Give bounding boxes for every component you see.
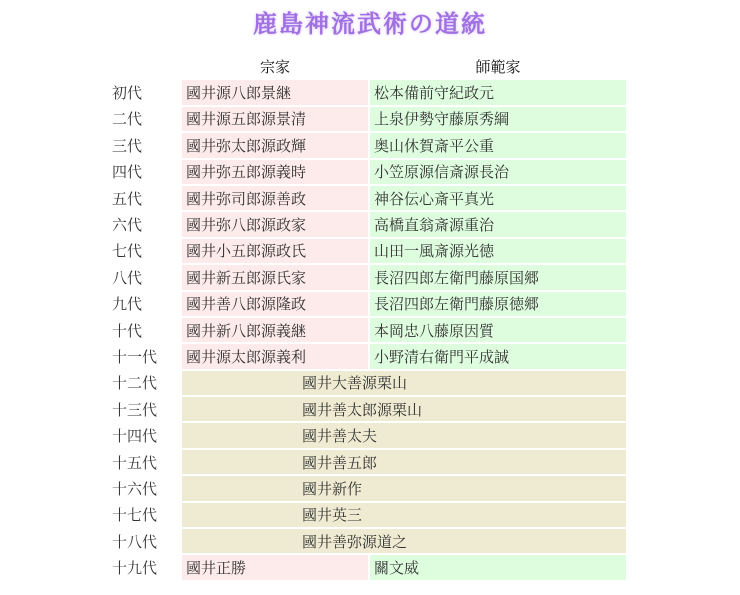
soke-cell: 國井源五郎源景清 <box>182 107 368 131</box>
soke-cell: 國井弥司郎源善政 <box>182 186 368 210</box>
shihanke-cell: 高橋直翁斎源重治 <box>370 212 626 236</box>
shihanke-cell: 關文威 <box>370 555 626 579</box>
generation-cell: 三代 <box>112 136 143 155</box>
soke-cell: 國井小五郎源政氏 <box>182 239 368 263</box>
table-row <box>110 265 626 289</box>
generation-cell: 五代 <box>112 189 143 208</box>
generation-cell: 四代 <box>112 163 143 182</box>
generation-cell: 六代 <box>112 216 143 235</box>
generation-cell: 十一代 <box>112 347 158 366</box>
generation-cell: 九代 <box>112 295 143 314</box>
table-row <box>110 133 626 157</box>
generation-cell: 十代 <box>112 321 143 340</box>
table-row <box>110 450 626 474</box>
generation-cell: 八代 <box>112 268 143 287</box>
page-title: 鹿島神流武術の道統 <box>253 9 487 38</box>
soke-cell: 國井弥太郎源政輝 <box>182 133 368 157</box>
soke-cell: 國井弥五郎源義時 <box>182 160 368 184</box>
generation-cell: 十九代 <box>112 559 158 578</box>
soke-cell: 國井源八郎景継 <box>182 80 368 104</box>
generation-cell: 十三代 <box>112 400 158 419</box>
header-row <box>110 54 626 78</box>
shihanke-cell: 小笠原源信斎源長治 <box>370 160 626 184</box>
shihanke-cell: 長沼四郎左衛門藤原国郷 <box>370 265 626 289</box>
shihanke-cell: 神谷伝心斎平真光 <box>370 186 626 210</box>
generation-cell: 十八代 <box>112 532 158 551</box>
shihanke-cell: 小野清右衛門平成誠 <box>370 344 626 368</box>
shihanke-cell: 長沼四郎左衛門藤原徳郷 <box>370 292 626 316</box>
generation-cell: 二代 <box>112 110 143 129</box>
table-row <box>110 397 626 421</box>
soke-cell: 國井善八郎源隆政 <box>182 292 368 316</box>
soke-cell: 國井弥八郎源政家 <box>182 212 368 236</box>
shihanke-cell: 本岡忠八藤原因質 <box>370 318 626 342</box>
shihanke-cell: 松本備前守紀政元 <box>370 80 626 104</box>
table-row <box>110 423 626 447</box>
merged-successor-cell: 國井大善源栗山 <box>182 371 626 395</box>
table-row <box>110 476 626 500</box>
table-row <box>110 212 626 236</box>
table-row <box>110 292 626 316</box>
generation-cell: 十四代 <box>112 427 158 446</box>
soke-cell: 國井源太郎源義利 <box>182 344 368 368</box>
soke-cell: 國井正勝 <box>182 555 368 579</box>
merged-successor-cell: 國井善弥源道之 <box>182 529 626 553</box>
generation-cell: 十二代 <box>112 374 158 393</box>
generation-cell: 初代 <box>112 84 143 103</box>
table-row <box>110 503 626 527</box>
soke-cell: 國井新五郎源氏家 <box>182 265 368 289</box>
generation-cell: 十六代 <box>112 479 158 498</box>
merged-successor-cell: 國井善太郎源栗山 <box>182 397 626 421</box>
table-row <box>110 160 626 184</box>
soke-cell: 國井新八郎源義継 <box>182 318 368 342</box>
table-row <box>110 529 626 553</box>
generation-cell: 十七代 <box>112 506 158 525</box>
table-row <box>110 186 626 210</box>
merged-successor-cell: 國井善五郎 <box>182 450 626 474</box>
table-row <box>110 344 626 368</box>
header-shihanke: 師範家 <box>475 57 521 76</box>
header-soke: 宗家 <box>259 57 290 76</box>
lineage-table <box>108 52 628 582</box>
merged-successor-cell: 國井新作 <box>182 476 626 500</box>
table-row <box>110 318 626 342</box>
generation-cell: 十五代 <box>112 453 158 472</box>
generation-cell: 七代 <box>112 242 143 261</box>
shihanke-cell: 上泉伊勢守藤原秀綱 <box>370 107 626 131</box>
merged-successor-cell: 國井英三 <box>182 503 626 527</box>
table-row <box>110 239 626 263</box>
shihanke-cell: 奥山休賀斎平公重 <box>370 133 626 157</box>
merged-successor-cell: 國井善太夫 <box>182 423 626 447</box>
table-row <box>110 371 626 395</box>
header-generation <box>110 54 180 78</box>
table-row <box>110 107 626 131</box>
shihanke-cell: 山田一風斎源光徳 <box>370 239 626 263</box>
table-row <box>110 555 626 579</box>
table-row <box>110 80 626 104</box>
